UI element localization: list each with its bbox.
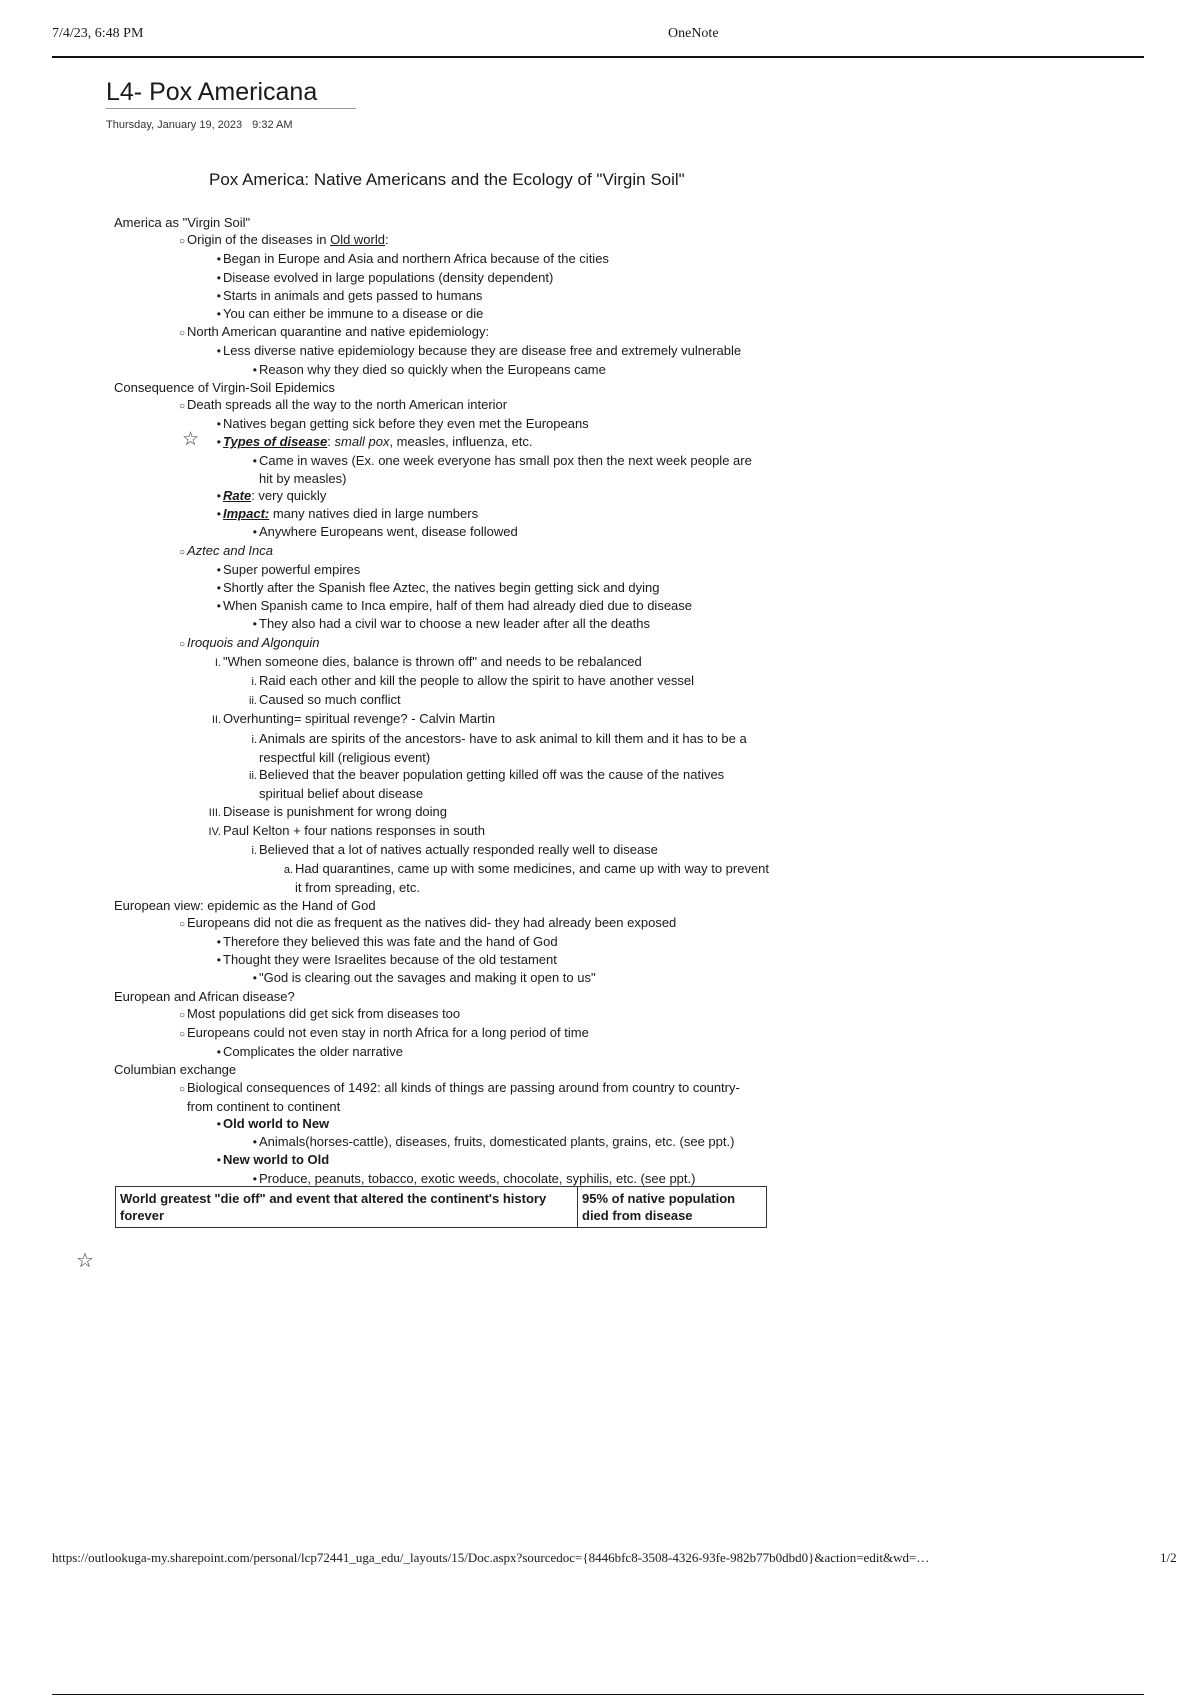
outline-item: ○ Biological consequences of 1492: all kinds of things are passing around from country to country- from continent to continent — [114, 1079, 757, 1115]
circle-bullet-icon: ○ — [178, 918, 185, 930]
outline-item: European view: epidemic as the Hand of God — [114, 897, 376, 913]
outline-item: • Impact: many natives died in large numbers — [114, 505, 774, 523]
dot-bullet-icon: • — [252, 453, 257, 468]
outline-item: • New world to Old — [114, 1151, 774, 1169]
list-marker: i. — [251, 733, 257, 746]
outline-item: ○ Most populations did get sick from diseases too — [114, 1005, 774, 1024]
outline-item: • You can either be immune to a disease or die — [114, 305, 774, 323]
outline-item: • Shortly after the Spanish flee Aztec, the natives begin getting sick and dying — [114, 579, 774, 597]
outline-item: IV. Paul Kelton + four nations responses in south — [114, 822, 774, 841]
outline-item: I. "When someone dies, balance is thrown off" and needs to be rebalanced — [114, 653, 774, 672]
circle-bullet-icon: ○ — [178, 401, 185, 413]
circle-bullet-icon: ○ — [178, 546, 185, 558]
circle-bullet-icon: ○ — [178, 1028, 185, 1040]
circle-bullet-icon: ○ — [178, 328, 185, 340]
outline-item: • Came in waves (Ex. one week everyone has small pox then the next week people are hit by measles) — [114, 452, 759, 487]
outline-item: • Less diverse native epidemiology because they are disease free and extremely vulnerable — [114, 342, 753, 360]
outline-item: ○ Death spreads all the way to the north American interior — [114, 396, 774, 415]
list-marker: i. — [251, 676, 257, 689]
outline-item: II. Overhunting= spiritual revenge? - Calvin Martin — [114, 710, 774, 729]
star-outline-icon[interactable]: ☆ — [182, 429, 200, 451]
outline-item: ○ Europeans could not even stay in north Africa for a long period of time — [114, 1024, 774, 1043]
outline-item: • They also had a civil war to choose a new leader after all the deaths — [114, 615, 774, 633]
outline-item: America as "Virgin Soil" — [114, 215, 251, 230]
page-url: https://outlookuga-my.sharepoint.com/personal/lcp72441_uga_edu/_layouts/15/Doc.aspx?sourcedoc={8446bfc8-3508-4326-93fe-982b77b0dbd0}&action=edit&wd=… — [52, 1550, 930, 1565]
circle-bullet-icon: ○ — [178, 1083, 185, 1095]
outline-item: • Produce, peanuts, tobacco, exotic weeds, chocolate, syphilis, etc. (see ppt.) — [114, 1170, 774, 1188]
outline-item: • Old world to New — [114, 1115, 774, 1133]
outline-item: • Super powerful empires — [114, 561, 774, 579]
list-marker: III. — [208, 806, 221, 819]
outline-item: • Anywhere Europeans went, disease followed — [114, 523, 774, 541]
list-marker: ii. — [249, 695, 257, 708]
outline-item: i. Raid each other and kill the people to allow the spirit to have another vessel — [114, 672, 774, 691]
footer-divider — [52, 1694, 1144, 1695]
outline-item: ii. Believed that the beaver population getting killed off was the cause of the natives spiritual belief about disease — [114, 766, 759, 802]
print-app-name: OneNote — [668, 26, 719, 41]
dot-bullet-icon: • — [252, 1135, 257, 1150]
outline-item: III. Disease is punishment for wrong doing — [114, 803, 774, 822]
outline-item: ○ Europeans did not die as frequent as the natives did- they had already been exposed — [114, 914, 774, 933]
outline-item: • Reason why they died so quickly when the Europeans came — [114, 361, 774, 379]
dot-bullet-icon: • — [216, 562, 221, 577]
circle-bullet-icon: ○ — [178, 638, 185, 650]
print-date: 7/4/23, 6:48 PM — [52, 26, 144, 41]
page-number: 1/2 — [1160, 1550, 1177, 1565]
dot-bullet-icon: • — [252, 362, 257, 377]
outline-item: • When Spanish came to Inca empire, half of them had already died due to disease — [114, 597, 774, 615]
outline-item: • Thought they were Israelites because of the old testament — [114, 951, 774, 969]
dot-bullet-icon: • — [252, 971, 257, 986]
dot-bullet-icon: • — [216, 953, 221, 968]
dot-bullet-icon: • — [216, 417, 221, 432]
header-divider — [52, 56, 1144, 58]
dot-bullet-icon: • — [216, 1045, 221, 1060]
dot-bullet-icon: • — [216, 435, 221, 450]
list-marker: IV. — [208, 825, 221, 838]
outline-item: • "God is clearing out the savages and making it open to us" — [114, 969, 774, 987]
page-title[interactable]: L4- Pox Americana — [106, 78, 356, 109]
outline-item: ○ Aztec and Inca — [114, 542, 774, 561]
outline-item: • Natives began getting sick before they even met the Europeans — [114, 415, 774, 433]
outline-item: Consequence of Virgin-Soil Epidemics — [114, 379, 335, 395]
callout-table[interactable] — [115, 1186, 767, 1228]
outline-item: i. Animals are spirits of the ancestors- have to ask animal to kill them and it has to be a respectful kill (religious event) — [114, 730, 779, 766]
dot-bullet-icon: • — [216, 288, 221, 303]
dot-bullet-icon: • — [216, 489, 221, 504]
dot-bullet-icon: • — [216, 252, 221, 267]
list-marker: a. — [283, 864, 293, 877]
outline-item: • Animals(horses-cattle), diseases, fruits, domesticated plants, grains, etc. (see ppt.) — [114, 1133, 769, 1151]
list-marker: ii. — [249, 770, 257, 783]
page-date: Thursday, January 19, 2023 — [106, 119, 243, 131]
circle-bullet-icon: ○ — [178, 1009, 185, 1021]
outline-item: ☆ • Types of disease: small pox, measles, influenza, etc. — [182, 429, 533, 451]
outline-item: • Rate: very quickly — [114, 487, 774, 505]
star-outline-icon[interactable]: ☆ — [76, 1250, 94, 1272]
page-timestamp — [106, 119, 293, 131]
note-heading[interactable]: Pox America: Native Americans and the Ecology of "Virgin Soil" — [209, 170, 685, 189]
outline-item: European and African disease? — [114, 988, 295, 1004]
table-cell[interactable]: World greatest "die off" and event that altered the continent's history forever — [116, 1187, 578, 1228]
dot-bullet-icon: • — [216, 599, 221, 614]
dot-bullet-icon: • — [216, 307, 221, 322]
page-time: 9:32 AM — [252, 119, 293, 131]
outline-item: Columbian exchange — [114, 1062, 237, 1078]
dot-bullet-icon: • — [252, 617, 257, 632]
dot-bullet-icon: • — [216, 507, 221, 522]
list-marker: I. — [214, 656, 221, 669]
list-marker: II. — [211, 714, 221, 727]
note-body[interactable] — [114, 214, 774, 1188]
outline-item: a. Had quarantines, came up with some medicines, and came up with way to prevent it from spreading, etc. — [114, 860, 770, 896]
dot-bullet-icon: • — [216, 270, 221, 285]
dot-bullet-icon: • — [252, 525, 257, 540]
dot-bullet-icon: • — [216, 1116, 221, 1131]
outline-item: i. Believed that a lot of natives actually responded really well to disease — [114, 841, 774, 860]
outline-item: • Began in Europe and Asia and northern Africa because of the cities — [114, 250, 774, 268]
dot-bullet-icon: • — [216, 344, 221, 359]
dot-bullet-icon: • — [252, 1171, 257, 1186]
outline-item: ○ Iroquois and Algonquin — [114, 634, 774, 653]
outline-item: ii. Caused so much conflict — [114, 691, 774, 710]
table-row — [116, 1187, 767, 1228]
circle-bullet-icon: ○ — [178, 236, 185, 248]
dot-bullet-icon: • — [216, 1153, 221, 1168]
outline-item: • Complicates the older narrative — [114, 1043, 774, 1061]
list-marker: i. — [251, 844, 257, 857]
outline-item: ○ North American quarantine and native epidemiology: — [114, 323, 774, 342]
table-cell[interactable]: 95% of native population died from disease — [578, 1187, 767, 1228]
outline-item: • Starts in animals and gets passed to humans — [114, 287, 774, 305]
outline-item: • Disease evolved in large populations (density dependent) — [114, 269, 774, 287]
outline-item: ○ Origin of the diseases in Old world: — [114, 231, 774, 250]
dot-bullet-icon: • — [216, 581, 221, 596]
outline-item: • Therefore they believed this was fate and the hand of God — [114, 933, 774, 951]
dot-bullet-icon: • — [216, 934, 221, 949]
print-header — [52, 26, 1148, 56]
